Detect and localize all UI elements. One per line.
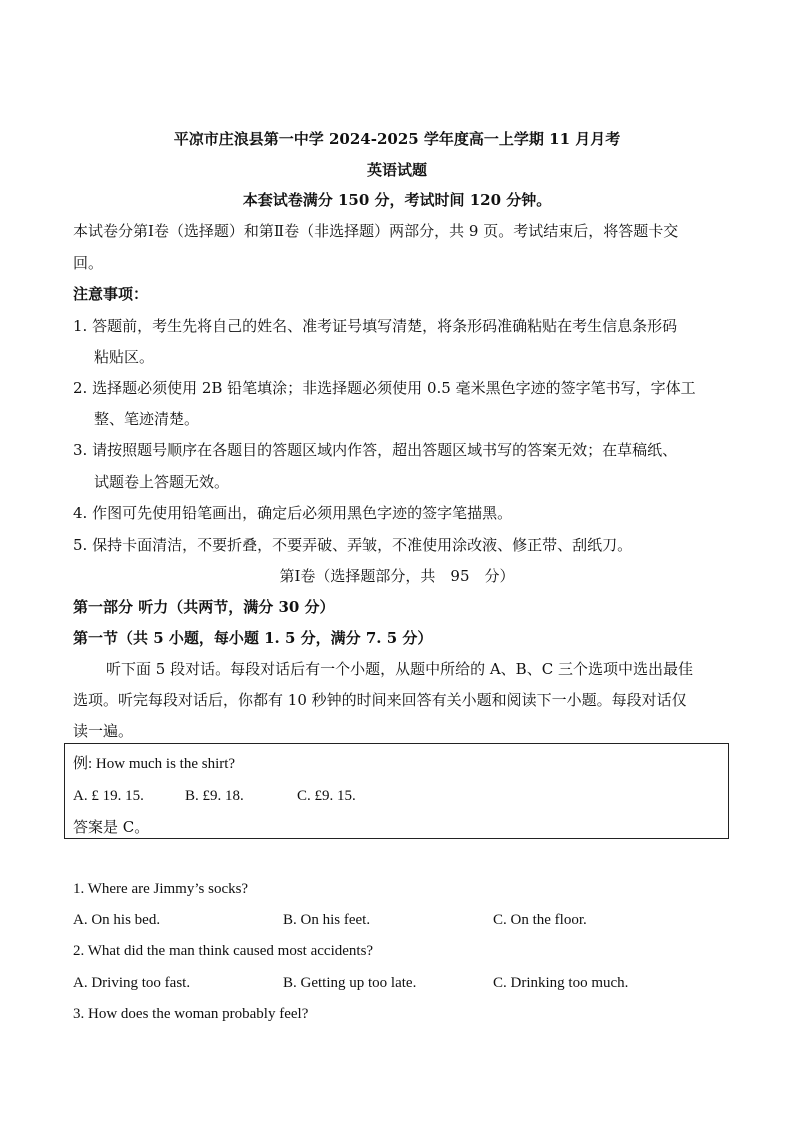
question-2-option-c: C. Drinking too much. xyxy=(493,975,629,991)
notice-item-2-line-2: 整、笔迹清楚。 xyxy=(94,410,200,428)
notice-item-3-line-2: 试题卷上答题无效。 xyxy=(94,473,230,491)
notice-heading: 注意事项： xyxy=(73,285,149,303)
example-answer: 答案是 C。 xyxy=(73,818,150,836)
question-2-option-a: A. Driving too fast. xyxy=(73,975,191,991)
notice-item-2-line-1: 2. 选择题必须使用 2B 铅笔填涂；非选择题必须使用 0.5 毫米黑色字迹的签字笔书写，字体工 xyxy=(73,379,696,397)
section-one-heading: 第一节（共 5 小题，每小题 1. 5 分，满分 7. 5 分） xyxy=(73,629,433,647)
notice-item-1-line-2: 粘贴区。 xyxy=(94,348,155,366)
notice-item-3-line-1: 3. 请按照题号顺序在各题目的答题区域内作答，超出答题区域书写的答案无效；在草稿纸、 xyxy=(73,441,678,459)
notice-item-4: 4. 作图可先使用铅笔画出，确定后必须用黑色字迹的签字笔描黑。 xyxy=(73,504,513,522)
notice-item-1-line-1: 1. 答题前，考生先将自己的姓名、准考证号填写清楚，将条形码准确粘贴在考生信息条形码 xyxy=(73,317,678,335)
example-option-c: C. £9. 15. xyxy=(297,788,356,804)
volume-heading: 第Ⅰ卷（选择题部分，共 95 分） xyxy=(279,567,515,585)
question-1-option-a: A. On his bed. xyxy=(73,912,161,928)
subject-title: 英语试题 xyxy=(366,161,427,179)
question-1-stem: 1. Where are Jimmy’s socks? xyxy=(73,881,249,897)
exam-title: 平凉市庄浪县第一中学 2024-2025 学年度高一上学期 11 月月考 xyxy=(173,130,621,148)
intro-line-2: 回。 xyxy=(73,254,104,272)
question-2-stem: 2. What did the man think caused most accidents? xyxy=(73,943,374,959)
question-1-option-c: C. On the floor. xyxy=(493,912,587,928)
instructions-line-3: 读一遍。 xyxy=(73,722,134,740)
question-3-stem: 3. How does the woman probably feel? xyxy=(73,1006,309,1022)
question-1-option-b: B. On his feet. xyxy=(283,912,371,928)
intro-line-1: 本试卷分第Ⅰ卷（选择题）和第Ⅱ卷（非选择题）两部分，共 9 页。考试结束后，将答题卡交 xyxy=(73,222,679,240)
notice-item-5: 5. 保持卡面清洁，不要折叠，不要弄破、弄皱，不准使用涂改液、修正带、刮纸刀。 xyxy=(73,536,633,554)
score-time-note: 本套试卷满分 150 分，考试时间 120 分钟。 xyxy=(242,191,552,209)
question-2-option-b: B. Getting up too late. xyxy=(283,975,417,991)
example-option-b: B. £9. 18. xyxy=(185,788,244,804)
instructions-line-2: 选项。听完每段对话后，你都有 10 秒钟的时间来回答有关小题和阅读下一小题。每段对话仅 xyxy=(73,691,687,709)
example-question: 例: How much is the shirt? xyxy=(73,756,236,772)
example-option-a: A. £ 19. 15. xyxy=(73,788,144,804)
part-one-heading: 第一部分 听力（共两节，满分 30 分） xyxy=(73,598,335,616)
instructions-line-1: 听下面 5 段对话。每段对话后有一个小题，从题中所给的 A、B、C 三个选项中选出最佳 xyxy=(106,660,693,678)
